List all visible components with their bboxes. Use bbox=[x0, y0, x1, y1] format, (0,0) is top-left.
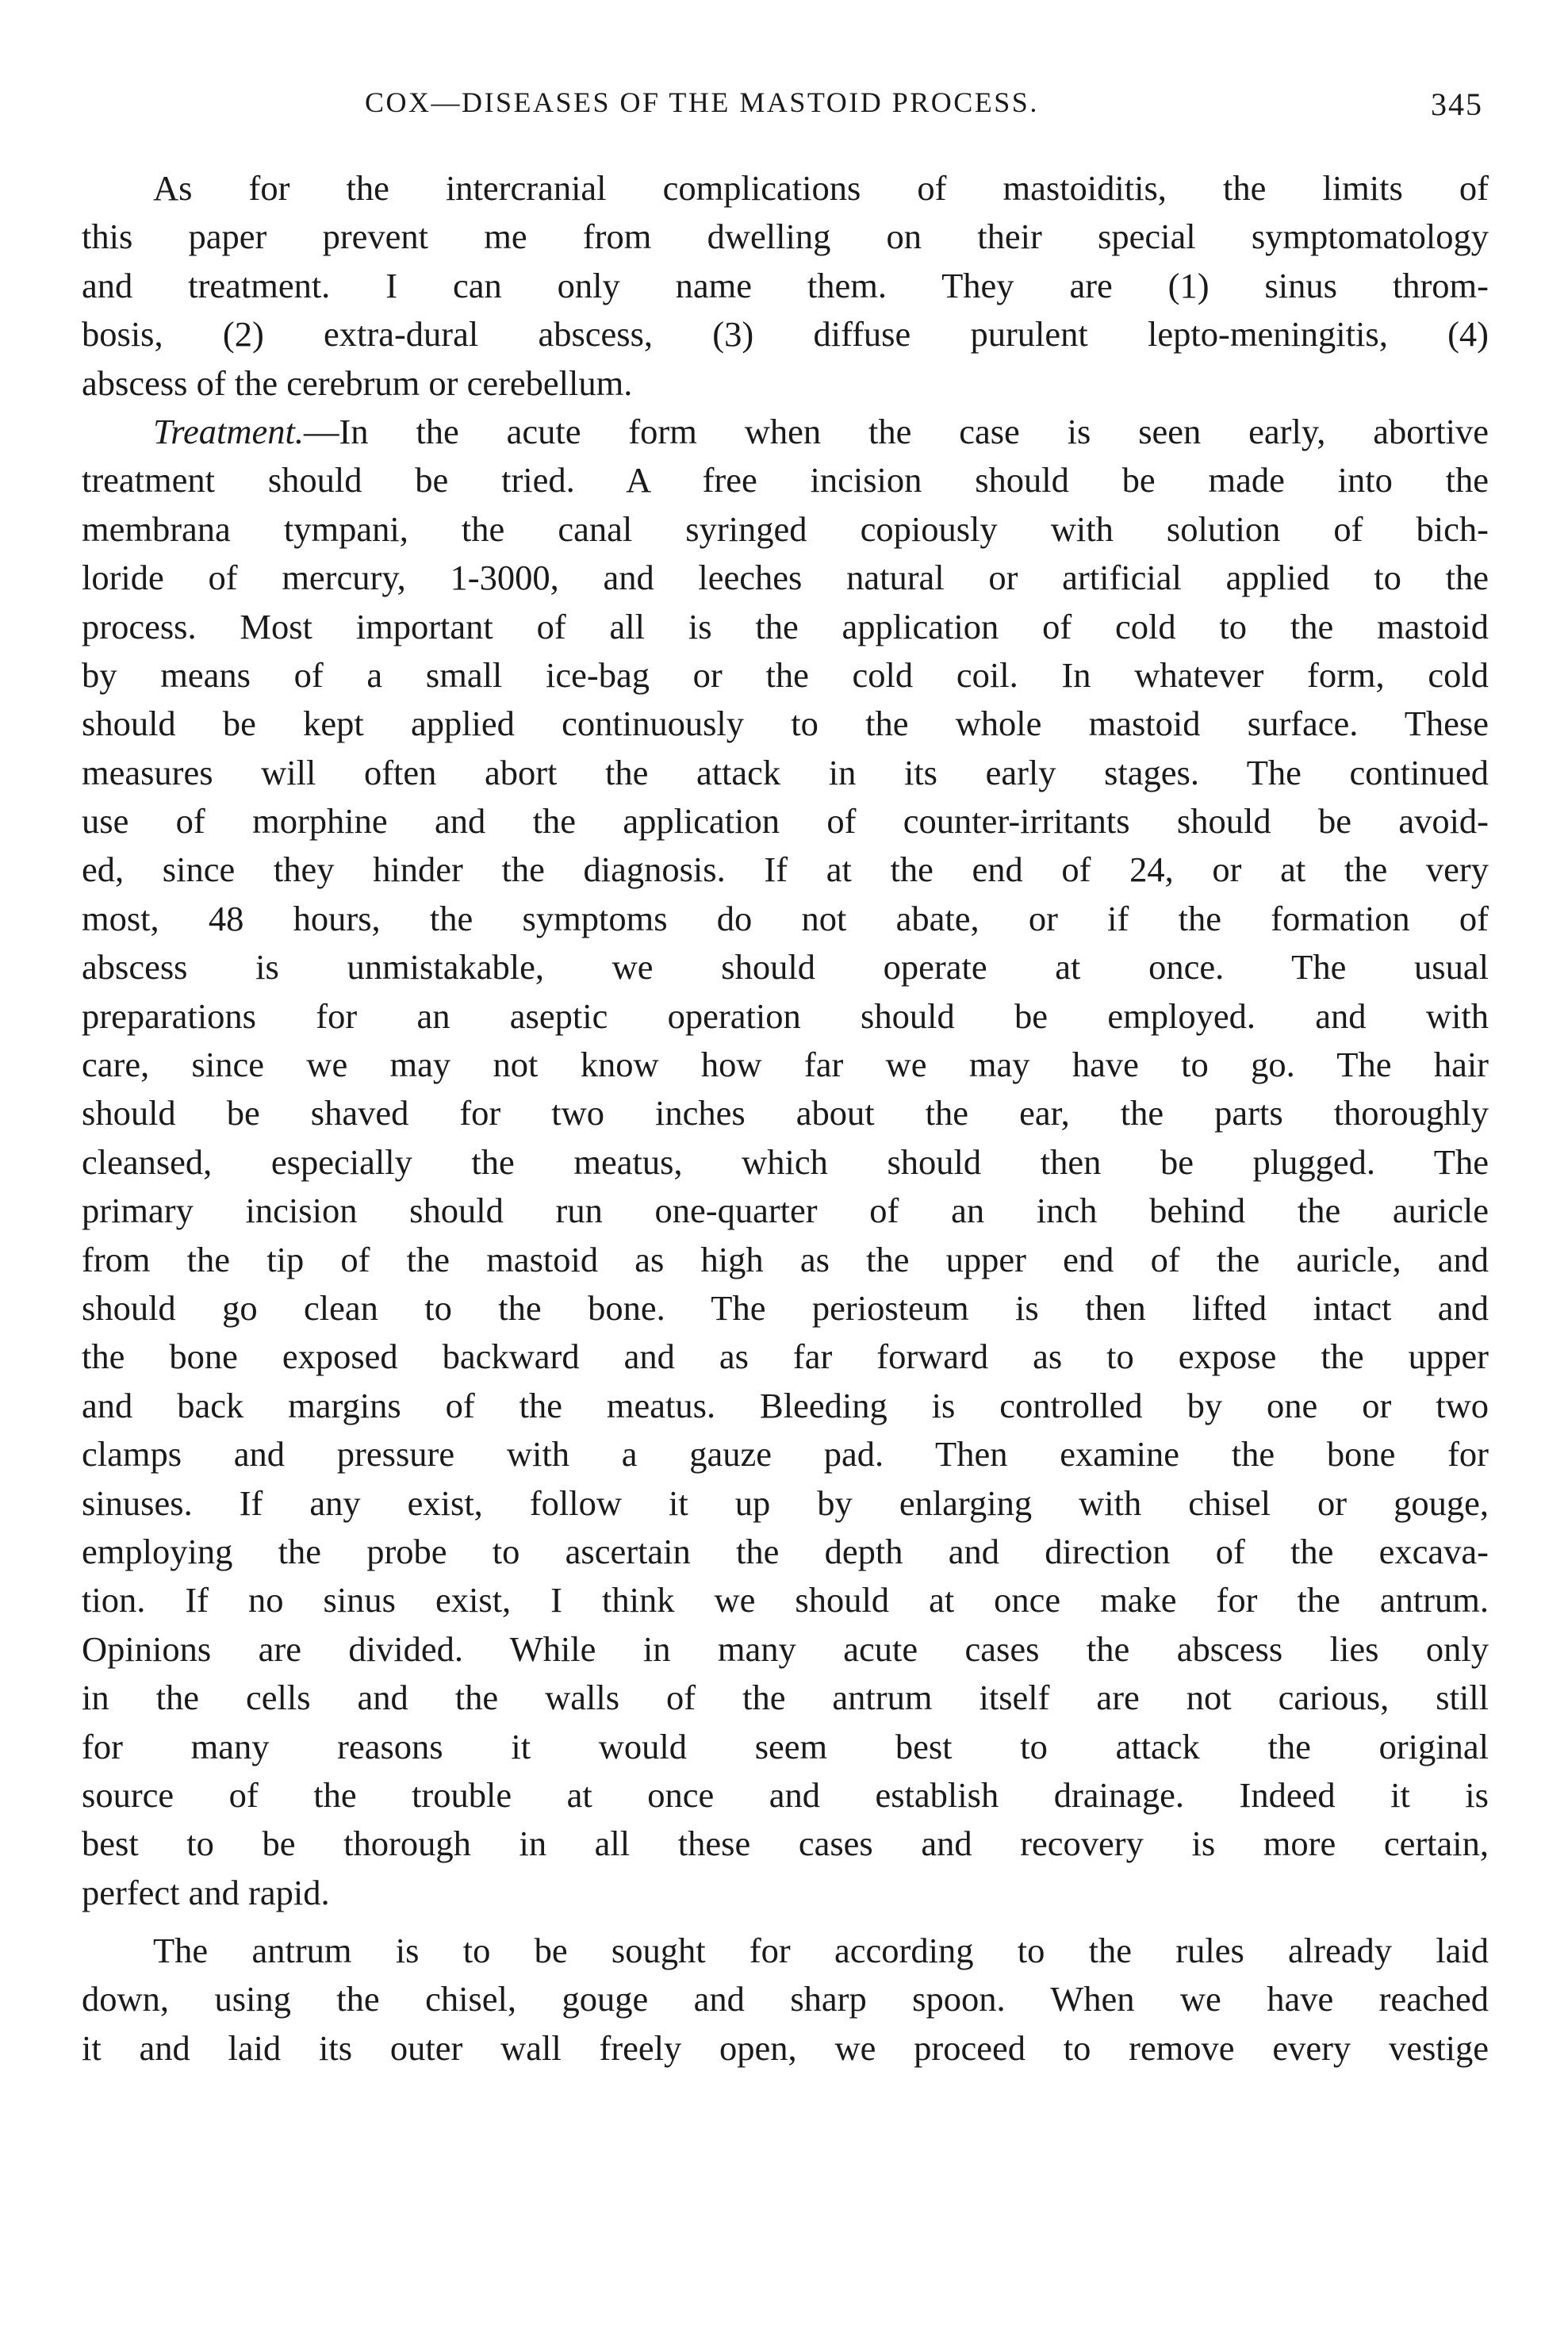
text-line: by means of a small ice-bag or the cold coil. In whatever form, cold bbox=[82, 654, 1489, 695]
text-line: the bone exposed backward and as far forward as to expose the upper bbox=[82, 1337, 1489, 1377]
text-line: most, 48 hours, the symptoms do not abate, or if the formation of bbox=[82, 898, 1489, 938]
text-line: for many reasons it would seem best to attack the original bbox=[82, 1726, 1489, 1766]
text-line: use of morphine and the application of counter-irritants should be avoid- bbox=[82, 801, 1489, 842]
body-text bbox=[82, 164, 1489, 2073]
text-line-rest: —In the acute form when the case is seen early, abortive bbox=[303, 411, 1489, 451]
text-line: best to be thorough in all these cases and recovery is more certain, bbox=[82, 1824, 1489, 1864]
text-line: should go clean to the bone. The periosteum is then lifted intact and bbox=[82, 1287, 1489, 1328]
text-line: bosis, (2) extra-dural abscess, (3) diffuse purulent lepto-meningitis, (4) bbox=[82, 314, 1489, 355]
text-line: measures will often abort the attack in its early stages. The continued bbox=[82, 752, 1489, 792]
text-line: this paper prevent me from dwelling on their special symptomatology bbox=[82, 217, 1489, 257]
text-line: cleansed, especially the meatus, which should then be plugged. The bbox=[82, 1141, 1489, 1182]
text-line: ed, since they hinder the diagnosis. If at the end of 24, or at the very bbox=[82, 850, 1489, 890]
text-line: tion. If no sinus exist, I think we should at once make for the antrum. bbox=[82, 1580, 1489, 1620]
text-line: in the cells and the walls of the antrum itself are not carious, still bbox=[82, 1678, 1489, 1718]
text-line: abscess of the cerebrum or cerebellum. bbox=[82, 362, 633, 403]
text-line: loride of mercury, 1-3000, and leeches natural or artificial applied to the bbox=[82, 558, 1489, 598]
text-line: primary incision should run one-quarter of an inch behind the auricle bbox=[82, 1191, 1489, 1231]
text-line: Opinions are divided. While in many acute cases the abscess lies only bbox=[82, 1628, 1489, 1669]
text-line: The antrum is to be sought for according to the rules already laid bbox=[153, 1931, 1489, 1971]
text-line: employing the probe to ascertain the depth and direction of the excava- bbox=[82, 1531, 1489, 1571]
text-line: preparations for an aseptic operation should be employed. and with bbox=[82, 995, 1489, 1036]
page-number: 345 bbox=[1431, 86, 1483, 122]
text-line: membrana tympani, the canal syringed copiously with solution of bich- bbox=[82, 508, 1489, 549]
text-line: process. Most important of all is the application of cold to the mastoid bbox=[82, 606, 1489, 646]
text-line: source of the trouble at once and establish drainage. Indeed it is bbox=[82, 1774, 1489, 1815]
text-line: As for the intercranial complications of mastoiditis, the limits of bbox=[153, 168, 1489, 208]
text-line: from the tip of the mastoid as high as the upper end of the auricle, and bbox=[82, 1239, 1489, 1279]
text-line: care, since we may not know how far we may have to go. The hair bbox=[82, 1045, 1489, 1085]
section-lead: Treatment. bbox=[153, 411, 304, 451]
text-line: treatment should be tried. A free incision should be made into the bbox=[82, 460, 1489, 500]
text-line: it and laid its outer wall freely open, we proceed to remove every vestige bbox=[82, 2027, 1489, 2068]
text-line: and treatment. I can only name them. They are (1) sinus throm- bbox=[82, 265, 1489, 305]
text-line: clamps and pressure with a gauze pad. Then examine the bone for bbox=[82, 1434, 1489, 1475]
running-header bbox=[71, 86, 1483, 133]
text-line: should be shaved for two inches about the ear, the parts thoroughly bbox=[82, 1093, 1489, 1133]
text-line: sinuses. If any exist, follow it up by enlarging with chisel or gouge, bbox=[82, 1482, 1489, 1523]
text-line bbox=[82, 408, 1489, 456]
text-line: perfect and rapid. bbox=[82, 1872, 330, 1912]
running-title: COX—DISEASES OF THE MASTOID PROCESS. bbox=[365, 86, 1039, 118]
text-line: and back margins of the meatus. Bleeding is controlled by one or two bbox=[82, 1385, 1489, 1425]
paragraph-gap bbox=[82, 1917, 1489, 1927]
text-line: should be kept applied continuously to the whole mastoid surface. These bbox=[82, 704, 1489, 744]
text-line: down, using the chisel, gouge and sharp spoon. When we have reached bbox=[82, 1979, 1489, 2019]
text-line: abscess is unmistakable, we should operate at once. The usual bbox=[82, 947, 1489, 988]
